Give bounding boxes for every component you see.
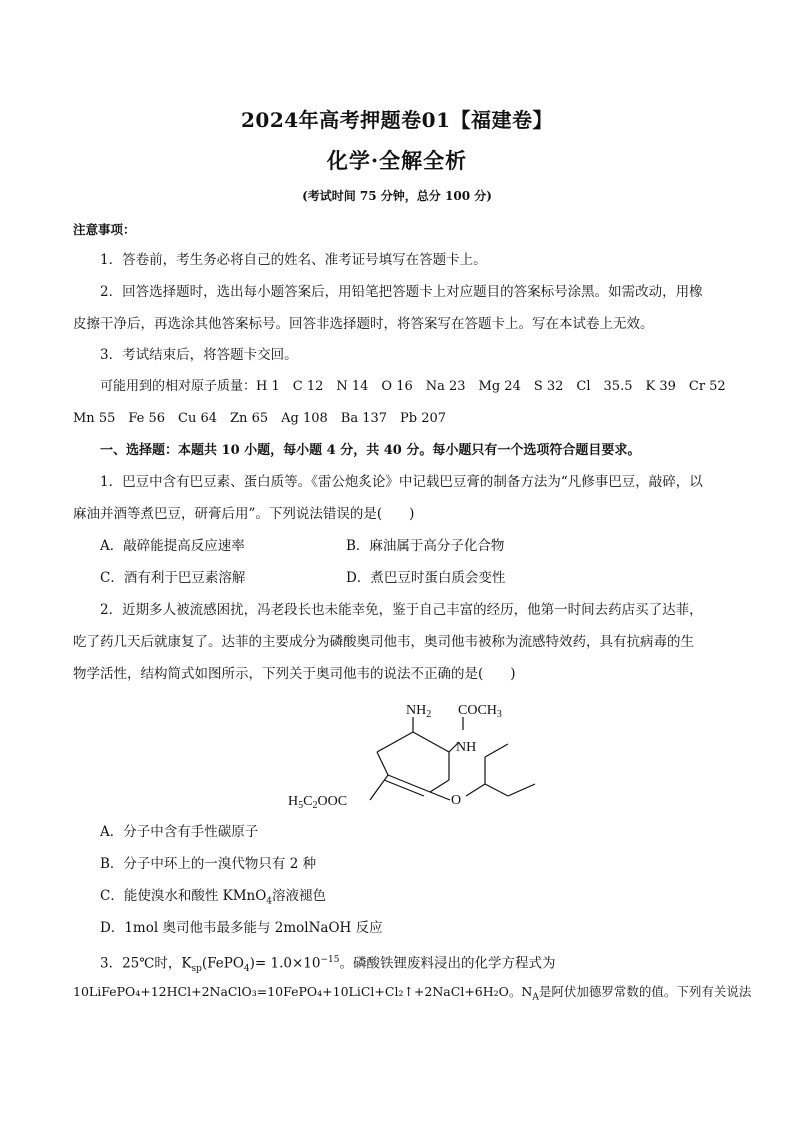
page-subtitle: 化学·全解全析 — [326, 148, 468, 173]
q3-stem-line-2: 10LiFePO₄+12HCl+2NaClO₃=10FePO₄+10LiCl+Cl₂↑+2NaCl+6H₂O。$N_A$是阿伏加德罗常数的值。下列有关说法 — [73, 984, 752, 1003]
exam-time-note: (考试时间 75 分钟，总分 100 分) — [302, 189, 492, 203]
oseltamivir-structure-diagram — [280, 692, 550, 812]
q2-stem-line-1: 2．近期多人被流感困扰，冯老段长也未能幸免，鉴于自己丰富的经历，他第一时间去药店买了达菲， — [100, 602, 703, 618]
q1-option-c: C．酒有利于巴豆素溶解 — [100, 570, 246, 586]
q1-option-d: D．煮巴豆时蛋白质会变性 — [346, 570, 506, 586]
note-item-2-line-1: 2．回答选择题时，选出每小题答案后，用铅笔把答题卡上对应题目的答案标号涂黑。如需改动，用橡 — [100, 284, 703, 300]
structure-label-acetyl: $COCH_3$ — [458, 703, 502, 720]
q2-option-a: A．分子中含有手性碳原子 — [100, 824, 259, 840]
q1-stem-line-2: 麻油并酒等煮巴豆，研膏后用”。下列说法错误的是( ) — [73, 506, 415, 522]
atomic-mass-line-1: 可能用到的相对原子质量：H 1 C 12 N 14 O 16 Na 23 Mg 24 S 32 Cl 35.5 K 39 Cr 52 — [100, 379, 726, 394]
notes-heading: 注意事项： — [73, 222, 136, 237]
q1-stem-line-1: 1．巴豆中含有巴豆素、蛋白质等。《雷公炮炙论》中记载巴豆膏的制备方法为“凡修事巴豆，敲碎，以 — [100, 474, 703, 490]
note-item-3: 3．考试结束后，将答题卡交回。 — [100, 347, 298, 363]
q1-option-a: A．敲碎能提高反应速率 — [100, 538, 245, 554]
q1-option-b: B．麻油属于高分子化合物 — [346, 538, 505, 554]
structure-bonds — [370, 717, 535, 800]
q2-option-d: D．1mol 奥司他韦最多能与 2molNaOH 反应 — [100, 920, 383, 936]
atomic-mass-line-2: Mn 55 Fe 56 Cu 64 Zn 65 Ag 108 Ba 137 Pb 207 — [73, 411, 447, 426]
section-1-heading: 一、选择题：本题共 10 小题，每小题 4 分，共 40 分。每小题只有一个选项符合题目要求。 — [100, 443, 641, 458]
structure-label-amine: $NH_2$ — [406, 703, 432, 720]
q3-stem-line-1: 3．25℃时，$K_{sp}(FePO_4)= 1.0\times 10^{-15}$。磷酸铁锂废料浸出的化学方程式为 — [100, 955, 556, 975]
q2-option-b: B．分子中环上的一溴代物只有 2 种 — [100, 856, 317, 872]
page-title: 2024年高考押题卷01【福建卷】 — [241, 108, 553, 132]
note-item-1: 1．答卷前，考生务必将自己的姓名、准考证号填写在答题卡上。 — [100, 252, 487, 268]
q2-stem-line-2: 吃了药几天后就康复了。达菲的主要成分为磷酸奥司他韦，奥司他韦被称为流感特效药，具有抗病毒的生 — [73, 634, 694, 650]
note-item-2-line-2: 皮擦干净后，再选涂其他答案标号。回答非选择题时，将答案写在答题卡上。写在本试卷上无效。 — [73, 316, 654, 332]
q2-stem-line-3: 物学活性，结构简式如图所示，下列关于奥司他韦的说法不正确的是( ) — [73, 666, 516, 682]
structure-label-oxygen: O — [451, 793, 462, 808]
structure-label-nh: NH — [456, 740, 477, 755]
q2-option-c: C．能使溴水和酸性 KMnO$_4$溶液褪色 — [100, 888, 327, 907]
structure-label-ester: $H_5C_2OOC$ — [288, 794, 348, 811]
